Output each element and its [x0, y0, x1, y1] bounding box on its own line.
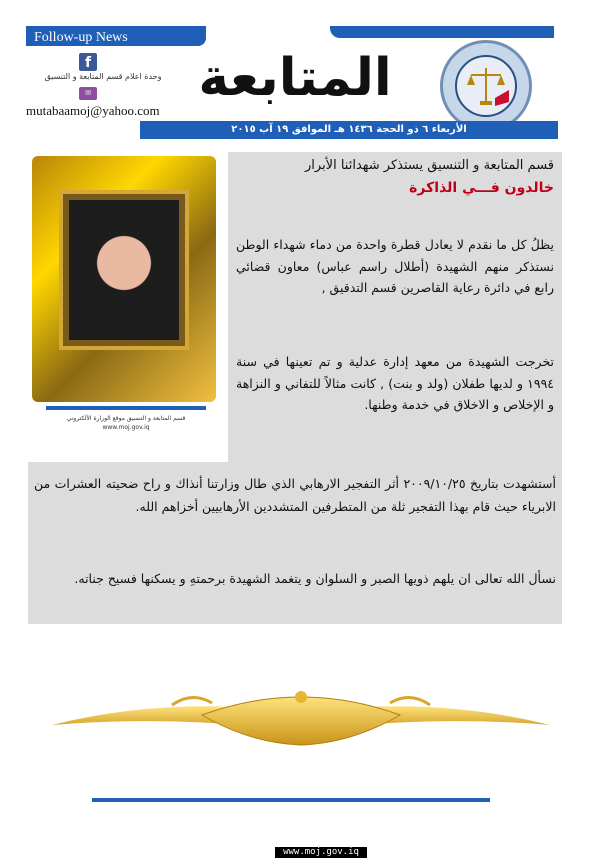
bottom-divider	[92, 798, 490, 802]
scales-icon	[443, 43, 529, 129]
dateline-bar	[140, 121, 558, 139]
facebook-icon[interactable]: f	[79, 53, 97, 71]
facebook-label: وحدة اعلام قسم المتابعة و التنسيق	[44, 72, 162, 81]
footer-url[interactable]: www.moj.gov.iq	[275, 847, 367, 858]
photo-caption-line2: www.moj.gov.iq	[102, 424, 150, 431]
article-paragraph-1: يظلُ كل ما نقدم لا يعادل قطرة واحدة من دماء شهداء الوطن نستذكر منهم الشهيدة (أطلال راسم عباس) معاون قضائي رابع في دائرة رعاية القاصرين قسم التدقيق ,	[236, 237, 554, 295]
mail-icon[interactable]: ✉	[79, 87, 97, 100]
ministry-seal-logo	[440, 40, 532, 132]
portrait-photo	[69, 200, 179, 340]
caption-divider	[46, 406, 206, 410]
article-paragraph-4: نسأل الله تعالى ان يلهم ذويها الصبر و السلوان و يتغمد الشهيدة برحمتهِ و يسكنها فسيح جناته.	[74, 571, 556, 586]
gold-ornament-divider	[52, 685, 550, 755]
article-paragraph-3: أستشهدت بتاريخ ٢٠٠٩/١٠/٢٥ أثر التفجير الارهابي الذي طال وزارتنا أنذاك و راح ضحيته العشرات من الابرياء حيث قام بهذا التفجير ثلة من المتطرفين المتشددين الأرهابيين أخزاهم الله.	[34, 476, 556, 514]
masthead-title: المتابعة	[198, 48, 392, 108]
contact-email[interactable]: mutabaamoj@yahoo.com	[26, 103, 160, 118]
dateline-text: الأربعاء ٦ ذو الحجة ١٤٣٦ هـ الموافق ١٩ آب ٢٠١٥	[231, 124, 467, 135]
photo-caption	[46, 414, 206, 432]
article-panel-top	[228, 152, 562, 462]
badge-text: Follow-up News	[34, 30, 128, 45]
portrait-photo-mount	[59, 190, 189, 350]
article-subtitle: قسم المتابعة و التنسيق يستذكر شهدائنا الأبرار	[305, 158, 554, 173]
article-headline: خالدون فـــي الذاكرة	[409, 180, 554, 196]
photo-caption-line1: قسم المتابعة و التنسيق موقع الوزارة الألكتروني	[66, 415, 186, 422]
header-accent-bar	[330, 26, 554, 38]
article-paragraph-2: تخرجت الشهيدة من معهد إدارة عدلية و تم تعينها في سنة ١٩٩٤ و لديها طفلان (ولد و بنت) , كانت مثالاً للتفاني و النزاهة و الإخلاص و الاخلاق في خدمة وطنها.	[236, 354, 554, 412]
